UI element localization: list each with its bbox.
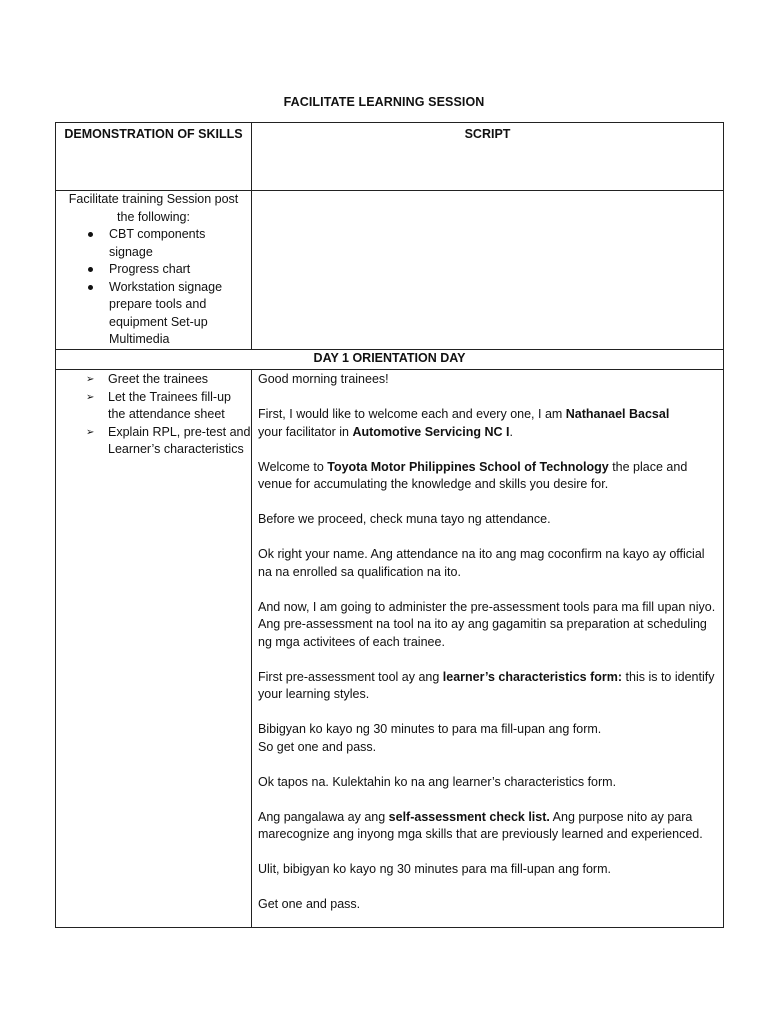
setup-item: Workstation signage prepare tools and equipment Set-up Multimedia (109, 279, 248, 349)
setup-intro: Facilitate training Session post the following: (68, 192, 239, 224)
script-paragraph (258, 459, 717, 494)
script-text: Ang purpose nito ay para marecognize ang inyong mga skills that are previously learned and experienced. (258, 809, 703, 841)
skills-item (86, 424, 251, 459)
setup-cell (56, 191, 252, 350)
setup-row (56, 191, 724, 350)
school-name: Toyota Motor Philippines School of Technology (327, 459, 609, 474)
script-cell (252, 370, 724, 928)
script-paragraph: Ok right your name. Ang attendance na ito ang mag coconfirm na kayo ay official na na enrolled sa qualification na ito. (258, 547, 705, 579)
script-paragraph (258, 669, 717, 704)
lesson-table (55, 122, 724, 928)
orientation-row (56, 370, 724, 928)
script-text: Bibigyan ko kayo ng 30 minutes to para ma fill-upan ang form. (258, 722, 602, 736)
skills-item-text: Greet the trainees (108, 372, 209, 386)
skills-cell (56, 370, 252, 928)
arrow-bullet-icon: ➢ (86, 426, 95, 438)
skills-item (86, 389, 251, 424)
script-text: Ang pangalawa ay ang (258, 809, 389, 824)
skills-item (86, 371, 251, 389)
script-text: So get one and pass. (258, 739, 377, 754)
checklist-name: self-assessment check list. (388, 809, 550, 824)
facilitator-name: Nathanael Bacsal (565, 407, 670, 421)
script-paragraph (258, 721, 717, 756)
day-row (56, 350, 724, 370)
script-paragraph: Ok tapos na. Kulektahin ko na ang learner’s characteristics form. (258, 774, 617, 789)
header-demonstration: DEMONSTRATION OF SKILLS (56, 123, 252, 191)
script-text: First, I would like to welcome each and every one, I am (258, 407, 566, 421)
header-row (56, 123, 724, 191)
script-text: your facilitator in (258, 424, 353, 439)
setup-item: CBT components signage (109, 226, 248, 261)
script-text: the place and venue for accumulating the knowledge and skills you desire for. (258, 459, 688, 491)
setup-script-cell (252, 191, 724, 350)
setup-list (59, 226, 248, 349)
script-paragraph (258, 406, 717, 441)
skills-item-text: Let the Trainees fill-up the attendance sheet (108, 389, 231, 421)
arrow-bullet-icon: ➢ (86, 374, 95, 385)
script-paragraph: Before we proceed, check muna tayo ng attendance. (258, 512, 551, 526)
page-title: FACILITATE LEARNING SESSION (283, 95, 485, 109)
script-paragraph (258, 809, 717, 844)
skills-item-text: Explain RPL, pre-test and Learner’s characteristics (108, 424, 251, 456)
arrow-bullet-icon: ➢ (86, 391, 95, 403)
script-paragraph: And now, I am going to administer the pre-assessment tools para ma fill upan niyo. Ang pre-assessment na tool na ito ay ang gagamitin sa preparation at scheduling ng mga activitees of each trainee. (258, 599, 716, 649)
script-paragraph: Get one and pass. (258, 897, 361, 911)
day-heading: DAY 1 ORIENTATION DAY (56, 350, 724, 370)
form-name: learner’s characteristics form: (442, 669, 623, 684)
skills-list (56, 371, 251, 459)
script-paragraph: Good morning trainees! (258, 372, 389, 386)
script-text: Welcome to (258, 459, 328, 474)
script-text: . (509, 424, 513, 439)
script-text: this is to identify your learning styles. (258, 669, 715, 701)
script-paragraph: Ulit, bibigyan ko kayo ng 30 minutes para ma fill-upan ang form. (258, 862, 611, 876)
qualification-name: Automotive Servicing NC I (352, 424, 510, 439)
header-script: SCRIPT (252, 123, 724, 191)
script-text: First pre-assessment tool ay ang (258, 669, 443, 684)
setup-item: Progress chart (109, 261, 248, 279)
